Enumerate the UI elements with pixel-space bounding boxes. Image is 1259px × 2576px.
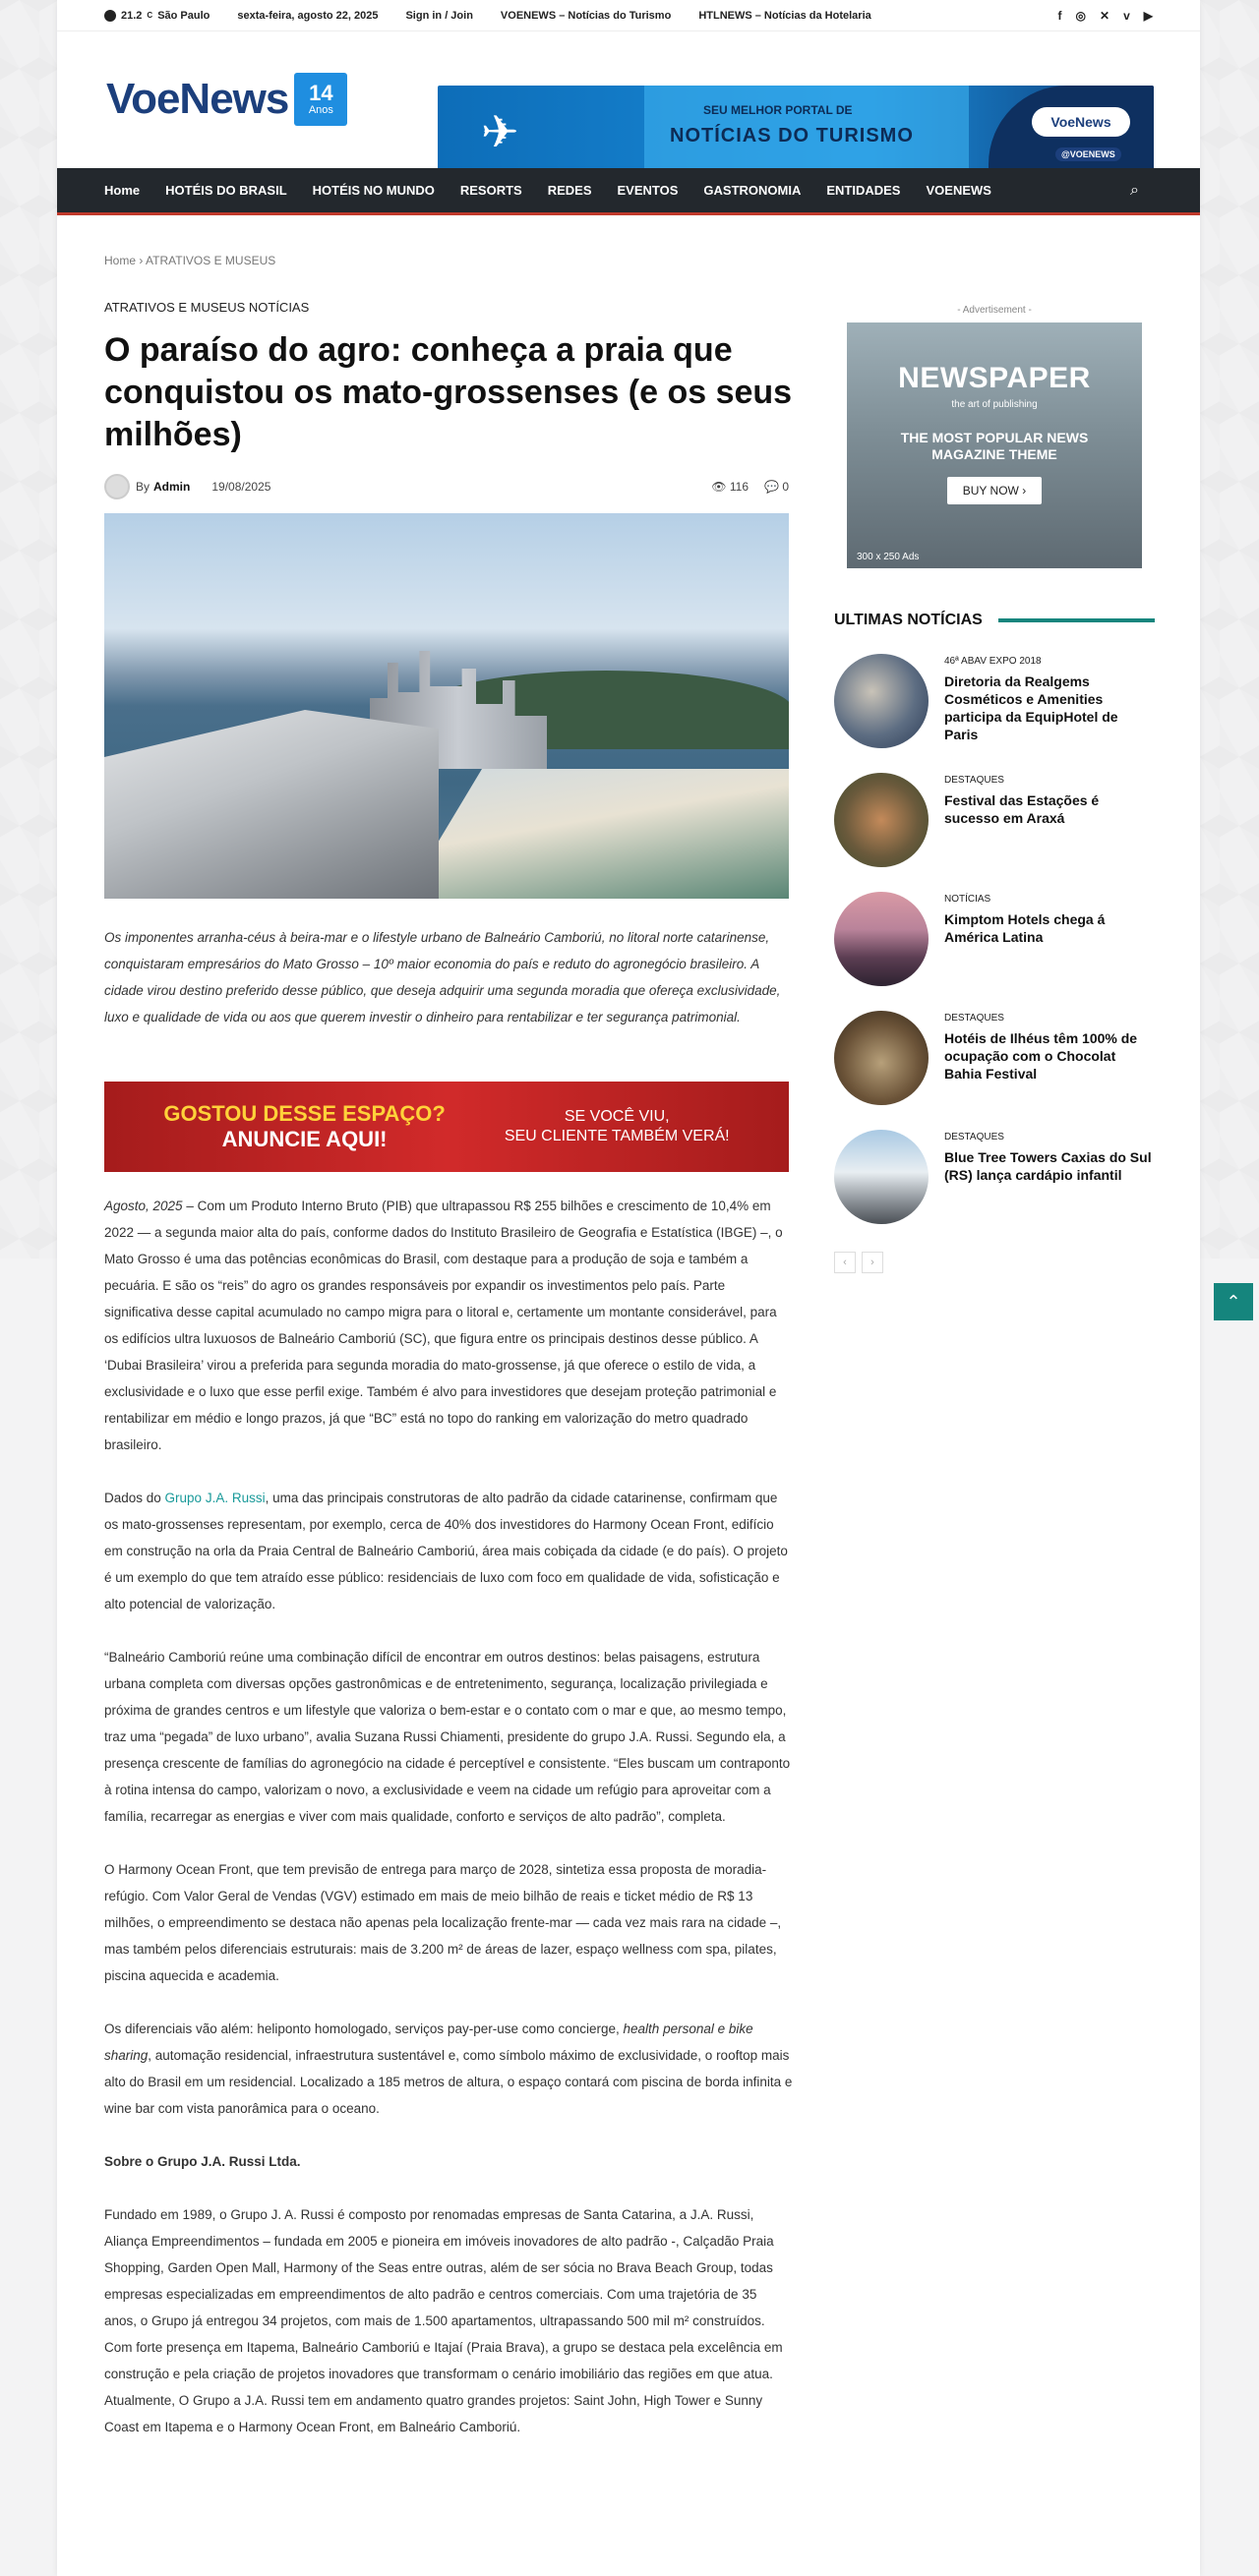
chevron-right-icon: › [1022,484,1027,498]
paragraph-4: O Harmony Ocean Front, que tem previsão de entrega para março de 2028, sintetiza essa proposta de moradia-refúgio. Com Valor Geral de Vendas (VGV) estimado em mais de meio bilhão de reais e ticket médio de R$ 13 milhões, o empreendimento se destaca não apenas pela localização frente-mar — cada vez mais rara na cidade –, mas também pelos diferenciais estruturais: mais de 3.200 m² de áreas de lazer, espaço wellness com spa, pilates, piscina aquecida e academia. [104,1862,782,1983]
prev-page-button[interactable]: ‹ [834,1252,856,1273]
news-thumbnail[interactable] [834,773,929,867]
paragraph-1-dateline: Agosto, 2025 [104,1199,183,1213]
buy-now-button[interactable] [947,477,1042,504]
about-heading-text: Sobre o Grupo J.A. Russi Ltda. [104,2154,301,2169]
sidebar-ad-tagline [847,430,1142,463]
htlnews-link[interactable]: HTLNEWS – Notícias da Hotelaria [698,9,871,22]
ad-subline [505,1107,730,1146]
site-logo[interactable] [104,73,347,126]
signin-link[interactable]: Sign in / Join [405,9,473,22]
list-item[interactable] [834,1011,1155,1130]
paragraph-5-text: , automação residencial, infraestrutura sustentável e, como símbolo máximo de exclusividade, o rooftop mais alto do Brasil em um residencial. Localizado a 185 metros de altura, o espaço contará com piscina de borda infinita e wine bar com vista panorâmica para o oceano. [104,2048,793,2116]
breadcrumb-separator: › [139,254,144,267]
banner-handle: @VOENEWS [1055,147,1121,161]
nav-voenews[interactable]: VOENEWS [926,183,991,198]
sidebar-ad[interactable] [847,322,1142,568]
comments-value: 0 [782,480,789,494]
facebook-icon[interactable]: f [1057,8,1062,23]
views-value: 116 [729,480,749,494]
paragraph-5 [104,2016,793,2122]
news-category[interactable]: 46ª ABAV EXPO 2018 [944,656,1042,667]
nav-hoteis-mundo[interactable]: HOTÉIS NO MUNDO [312,183,435,198]
top-bar [57,0,1200,31]
main-nav [57,168,1200,215]
nav-gastronomia[interactable]: GASTRONOMIA [703,183,802,198]
sun-icon [104,10,116,22]
news-thumbnail[interactable] [834,1130,929,1224]
russi-link[interactable]: Grupo J.A. Russi [164,1491,266,1505]
nav-eventos[interactable]: EVENTOS [617,183,679,198]
list-item[interactable] [834,654,1155,773]
image-beach [399,769,789,899]
header [57,31,1200,168]
article-body [104,1193,793,2467]
next-page-button[interactable]: › [862,1252,883,1273]
nav-entidades[interactable]: ENTIDADES [826,183,901,198]
sidebar-ad-sub: the art of publishing [951,399,1038,410]
article-categories[interactable]: ATRATIVOS E MUSEUS NOTÍCIAS [104,300,310,315]
paragraph-5-pre: Os diferenciais vão além: heliponto homologado, serviços pay-per-use como concierge, [104,2021,624,2036]
article-lead: Os imponentes arranha-céus à beira-mar e o lifestyle urbano de Balneário Camboriú, no litoral norte catarinense, conquistaram empresários do Mato Grosso – 10º maior economia do país e reduto do agronegócio brasileiro. A cidade virou destino preferido desse público, que deseja adquirir uma segunda moradia que ofereça exclusividade, luxo e qualidade de vida ou aos que querem investir o dinheiro para rentabilizar e ter segurança patrimonial. [104,930,781,1025]
news-category[interactable]: DESTAQUES [944,1132,1004,1142]
badge-number: 14 [309,81,333,105]
news-category[interactable]: DESTAQUES [944,1013,1004,1024]
header-banner-ad[interactable] [438,86,1154,174]
news-title[interactable]: Blue Tree Towers Caxias do Sul (RS) lança cardápio infantil [944,1149,1152,1183]
sidebar-ad-title: NEWSPAPER [898,362,1091,394]
news-thumbnail[interactable] [834,654,929,748]
voenews-link[interactable]: VOENEWS – Notícias do Turismo [500,9,672,22]
weather-city: São Paulo [157,9,210,22]
instagram-icon[interactable]: ◎ [1075,8,1087,23]
anniversary-badge [294,73,347,126]
news-thumbnail[interactable] [834,892,929,986]
paragraph-2-pre: Dados do [104,1491,165,1505]
latest-news-heading [834,612,1155,629]
breadcrumb-home[interactable]: Home [104,254,137,267]
list-item[interactable] [834,773,1155,892]
news-category[interactable]: NOTÍCIAS [944,894,991,905]
comments-count[interactable] [764,480,789,494]
sidebar-ad-l1: THE MOST POPULAR NEWS [900,430,1089,445]
search-icon[interactable]: ⌕ [1130,181,1139,199]
news-title[interactable]: Kimptom Hotels chega á América Latina [944,911,1106,945]
chevron-up-icon: ⌃ [1226,1291,1241,1312]
current-date: sexta-feira, agosto 22, 2025 [237,9,379,22]
page-container [57,0,1200,2576]
buy-now-label: BUY NOW [962,484,1019,498]
temperature: 21.2 [121,9,143,22]
article-title: O paraíso do agro: conheça a praia que conquistou os mato-grossenses (e os seus milhões) [104,331,793,453]
list-item[interactable] [834,1130,1155,1249]
news-category[interactable]: DESTAQUES [944,775,1004,786]
heading-underline [998,618,1155,622]
views-count [711,480,749,494]
list-item[interactable] [834,892,1155,1011]
nav-hoteis-brasil[interactable]: HOTÉIS DO BRASIL [165,183,287,198]
ad-line1: GOSTOU DESSE ESPAÇO? [163,1101,446,1126]
paragraph-3: “Balneário Camboriú reúne uma combinação difícil de encontrar em outros destinos: belas paisagens, estrutura urbana completa com diversas opções gastronômicas e de entretenimento, segurança, localização privilegiada e próxima de grandes centros e um lifestyle que valoriza o bem-estar e o contato com o mar e que, ao mesmo tempo, traz uma “pegada” de luxo urbano”, avalia Suzana Russi Chiamenti, presidente do grupo J.A. Russi. Segundo ela, a presença crescente de famílias do agronegócio na cidade é perceptível e consistente. “Eles buscam um contraponto à rotina intensa do campo, valorizam o novo, a exclusividade e veem na cidade um refúgio para aproveitar com a família, recarregar as energias e viver com mais qualidade, conforto e serviços de alto padrão”, completa. [104,1650,791,1824]
by-label: By [136,480,150,494]
news-title[interactable]: Festival das Estações é sucesso em Araxá [944,792,1100,826]
news-title[interactable]: Diretoria da Realgems Cosméticos e Amenities participa da EquipHotel de Paris [944,673,1118,742]
article-meta [104,474,789,499]
airplane-icon: ✈ [481,106,519,157]
nav-redes[interactable]: REDES [547,183,592,198]
latest-news-title: ULTIMAS NOTÍCIAS [834,612,983,628]
latest-news-list [834,654,1155,1249]
news-thumbnail[interactable] [834,1011,929,1105]
paragraph-1 [104,1193,793,1458]
latest-news-pagination [834,1252,883,1273]
paragraph-2 [104,1485,793,1617]
ad-line3: SE VOCÊ VIU, [564,1108,670,1125]
nav-home[interactable]: Home [104,183,141,198]
banner-line1: SEU MELHOR PORTAL DE [703,103,853,117]
author-name[interactable]: Admin [153,480,191,494]
paragraph-1-text: – Com um Produto Interno Bruto (PIB) que ultrapassou R$ 255 bilhões e crescimento de 10,4% em 2022 — a segunda maior alta do país, conforme dados do Instituto Brasileiro de Geografia e Estatística (IBGE) –, o Mato Grosso é uma das potências econômicas do Brasil, com destaque para a produção de soja e também a pecuária. E são os “reis” do agro os grandes responsáveis por expandir os investimentos pelo país. Parte significativa desse capital acumulado no campo migra para o litoral e, certamente um montante considerável, para os edifícios ultra luxuosos de Balneário Camboriú (SC), que figura entre os principais destinos desse público. A ‘Dubai Brasileira’ virou a preferida para segunda moradia do mato-grossense, já que oferece o estilo de vida, a exclusividade e o luxo que esse perfil exige. Também é alvo para investidores que desejam proteção patrimonial e rentabilizar em médio e longo prazos, já que “BC” está no topo do ranking em valorização do metro quadrado brasileiro. [104,1199,783,1452]
ad-line4: SEU CLIENTE TAMBÉM VERÁ! [504,1128,730,1144]
inline-ad-banner[interactable] [104,1082,789,1172]
news-title[interactable]: Hotéis de Ilhéus têm 100% de ocupação com o Chocolat Bahia Festival [944,1030,1138,1082]
comment-icon: 💬 [764,480,779,494]
social-links [1058,9,1153,23]
weather [104,10,210,22]
banner-brand: VoeNews [1032,107,1130,137]
back-to-top-button[interactable] [1214,1283,1253,1320]
about-heading [104,2148,793,2175]
vimeo-icon[interactable]: v [1123,8,1130,23]
paragraph-6: Fundado em 1989, o Grupo J. A. Russi é composto por renomadas empresas de Santa Catarina, a J.A. Russi, Aliança Empreendimentos – fundada em 2005 e pioneira em imóveis inovadores de alto padrão -, Calçadão Praia Shopping, Garden Open Mall, Harmony of the Seas entre outras, além de ser sócia no Brava Beach Group, todas empresas especializadas em empreendimentos de alto padrão e centros comerciais. Com uma trajetória de 35 anos, o Grupo já entregou 34 projetos, com mais de 1.500 apartamentos, ultrapassando 500 mil m² construídos. Com forte presença em Itapema, Balneário Camboriú e Itajaí (Praia Brava), a grupo se destaca pela excelência em construção e pela criação de projetos inovadores que transformam o cenário imobiliário das regiões em que atua. Atualmente, O Grupo a J.A. Russi tem em andamento quatro grandes projetos: Saint John, High Tower e Sunny Coast em Itapema e o Harmony Ocean Front, em Balneário Camboriú. [104,2207,783,2434]
logo-text: VoeNews [106,75,289,123]
breadcrumb [104,254,275,267]
temperature-unit: C [147,11,153,20]
banner-line2: NOTÍCIAS DO TURISMO [670,125,914,146]
article-date: 19/08/2025 [211,480,271,494]
badge-label: Anos [308,104,333,116]
youtube-icon[interactable]: ▶ [1143,8,1153,23]
author-avatar[interactable] [104,474,130,499]
ad-headline [163,1101,445,1152]
eye-icon: 👁 [711,480,727,494]
ad-line2: ANUNCIE AQUI! [221,1127,388,1151]
sidebar-ad-size: 300 x 250 Ads [857,552,920,562]
sidebar-ad-l2: MAGAZINE THEME [931,446,1057,462]
image-building [104,710,439,899]
advertisement-label: - Advertisement - [957,305,1032,316]
x-icon[interactable]: ✕ [1100,8,1110,23]
article-featured-image [104,513,789,899]
paragraph-2-text: , uma das principais construtoras de alto padrão da cidade catarinense, confirmam que os mato-grossenses representam, por exemplo, cerca de 40% dos investidores do Harmony Ocean Front, edifício em construção na orla da Praia Central de Balneário Camboriú, área mais cobiçada da cidade (e do país). O projeto é um exemplo do que tem atraído esse público: residenciais de luxo com foco em qualidade de vida, sofisticação e alto potencial de valorização. [104,1491,788,1611]
nav-resorts[interactable]: RESORTS [459,183,522,198]
paragraph-5-em: health personal e bike sharing [104,2021,753,2063]
breadcrumb-current[interactable]: ATRATIVOS E MUSEUS [146,254,276,267]
